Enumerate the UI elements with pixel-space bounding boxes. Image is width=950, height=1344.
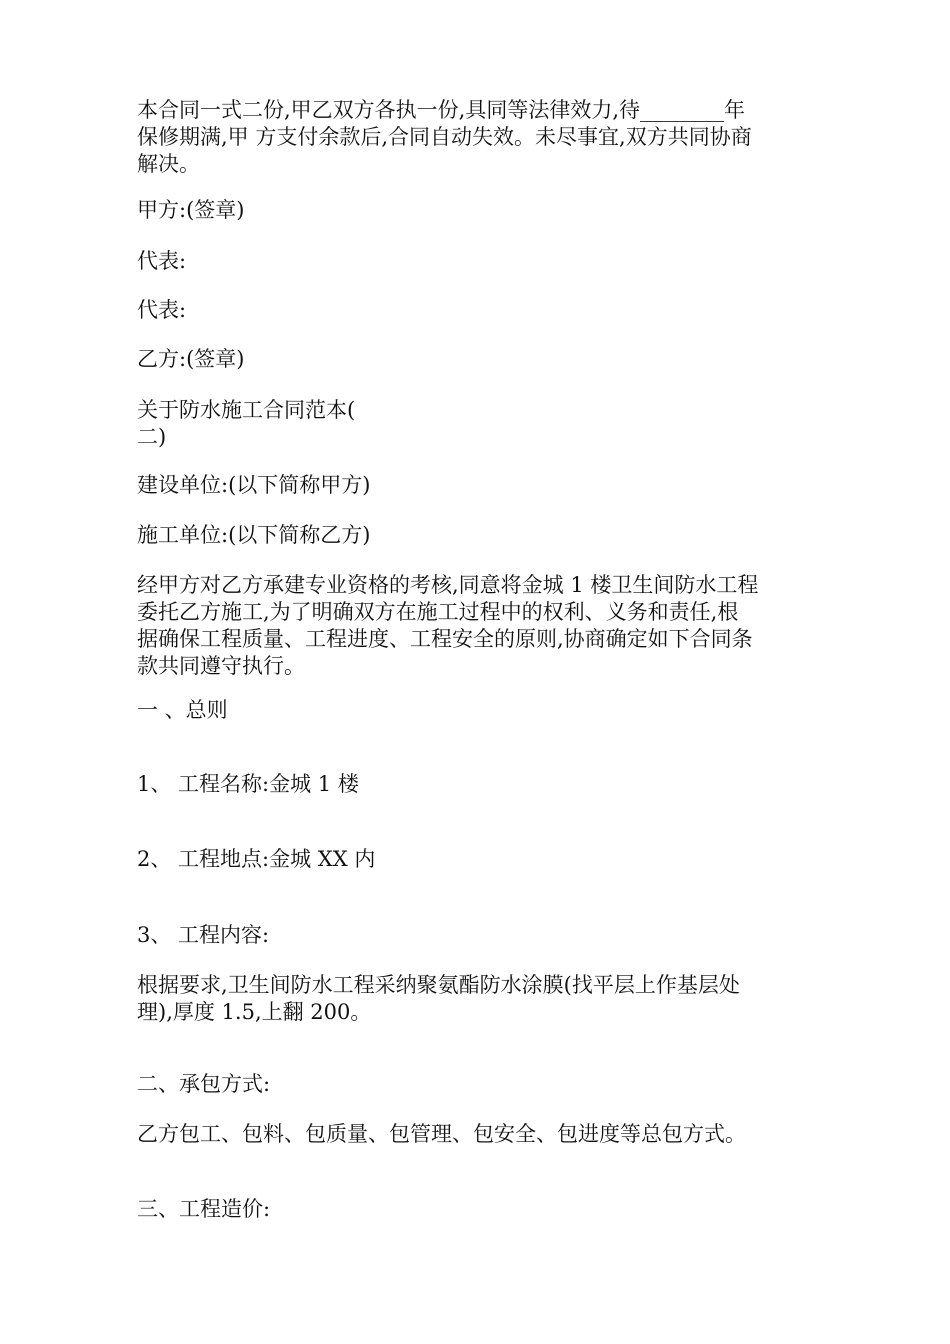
preamble-paragraph xyxy=(137,572,817,680)
section-2-text: 乙方包工、包料、包质量、包管理、包安全、包进度等总包方式。 xyxy=(137,1122,746,1146)
representative-line-1: 代表: xyxy=(137,249,187,273)
title-line-2: 二) xyxy=(137,425,167,449)
contractor-unit: 施工单位:(以下简称乙方) xyxy=(137,523,371,547)
construction-unit: 建设单位:(以下简称甲方) xyxy=(137,473,371,497)
representative-line-2: 代表: xyxy=(137,298,187,322)
item-3-project-content: 3、 工程内容: xyxy=(137,923,270,947)
title-line-1: 关于防水施工合同范本( xyxy=(137,398,356,422)
section-3-heading: 三、工程造价: xyxy=(137,1197,271,1221)
item-1-project-name: 1、 工程名称:金城 1 楼 xyxy=(137,772,359,796)
document-title xyxy=(137,397,817,451)
section-1-heading: 一 、总则 xyxy=(137,698,228,722)
intro-line-2: 保修期满,甲 方支付余款后,合同自动失效。未尽事宜,双方共同协商 xyxy=(137,125,752,149)
content-line-1: 根据要求,卫生间防水工程采纳聚氨酯防水涂膜(找平层上作基层处 xyxy=(137,973,740,997)
preamble-line-4: 款共同遵守执行。 xyxy=(137,654,305,678)
section-2-heading: 二、承包方式: xyxy=(137,1072,271,1096)
content-line-2: 理),厚度 1.5,上翻 200。 xyxy=(137,1000,372,1024)
intro-paragraph xyxy=(137,97,817,178)
preamble-line-2: 委托乙方施工,为了明确双方在施工过程中的权利、义务和责任,根 xyxy=(137,600,739,624)
intro-line-1: 本合同一式二份,甲乙双方各执一份,具同等法律效力,待________年 xyxy=(137,98,746,122)
intro-line-3: 解决。 xyxy=(137,152,200,176)
content-paragraph xyxy=(137,972,817,1026)
preamble-line-3: 据确保工程质量、工程进度、工程安全的原则,协商确定如下合同条 xyxy=(137,627,753,651)
preamble-line-1: 经甲方对乙方承建专业资格的考核,同意将金城 1 楼卫生间防水工程 xyxy=(137,573,759,597)
item-2-project-location: 2、 工程地点:金城 XX 内 xyxy=(137,847,376,871)
party-a-signature: 甲方:(签章) xyxy=(137,198,245,222)
party-b-signature: 乙方:(签章) xyxy=(137,347,245,371)
